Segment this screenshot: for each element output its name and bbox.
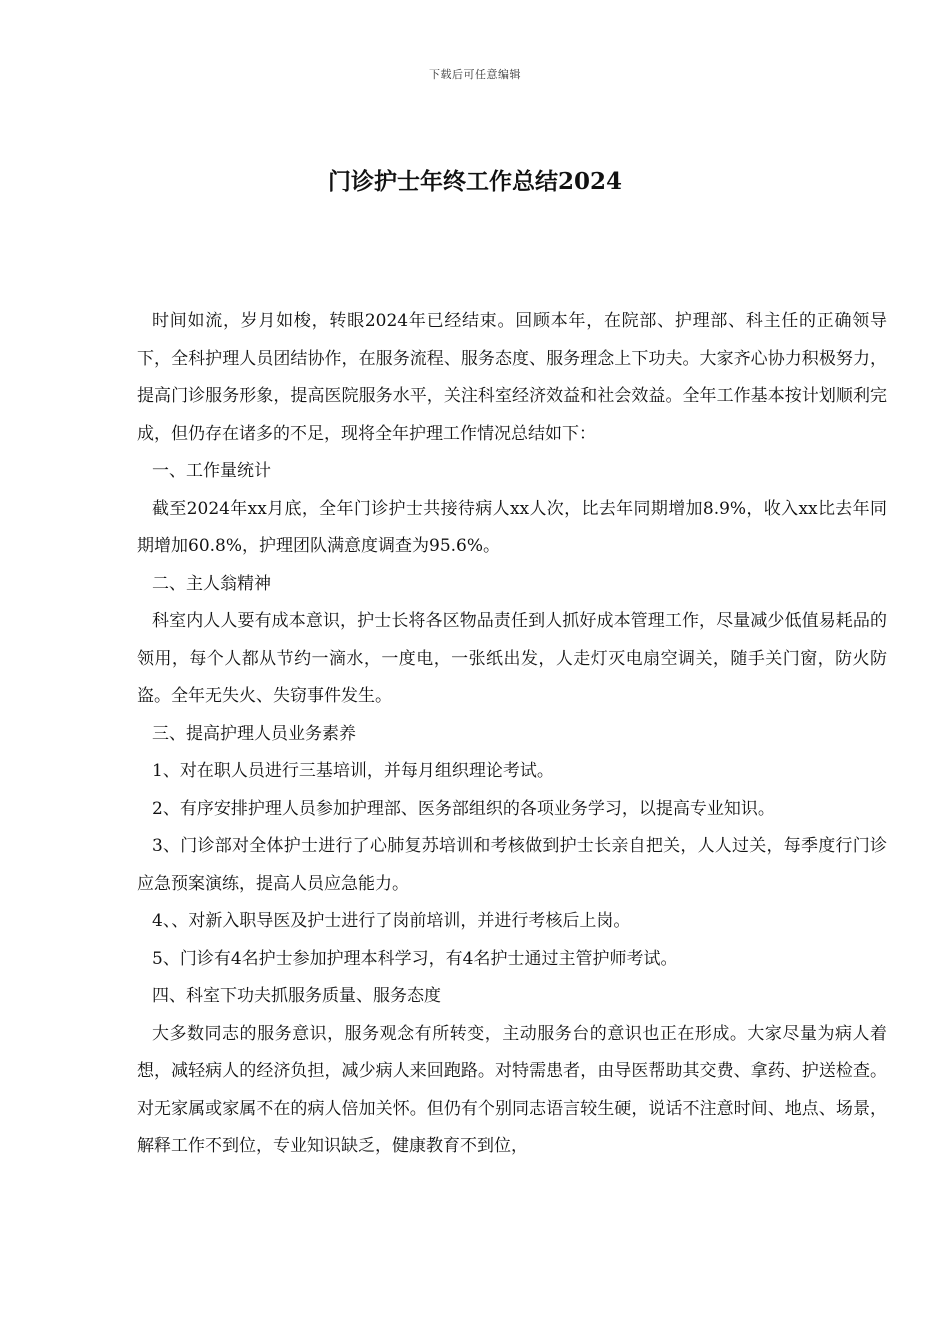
list-item-3: 3、门诊部对全体护士进行了心肺复苏培训和考核做到护士长亲自把关，人人过关，每季度行门诊应急预案演练，提高人员应急能力。 (137, 836, 887, 894)
section-heading-4: 四、科室下功夫抓服务质量、服务态度 (152, 986, 441, 1006)
section-heading-1: 一、工作量统计 (152, 461, 271, 481)
section-heading-2: 二、主人翁精神 (152, 573, 271, 594)
header-note: 下载后可任意编辑 (429, 68, 521, 81)
document-title: 门诊护士年终工作总结2024 (327, 168, 622, 195)
paragraph-intro: 时间如流，岁月如梭，转眼2024年已经结束。回顾本年，在院部、护理部、科主任的正确领导下，全科护理人员团结协作，在服务流程、服务态度、服务理念上下功夫。大家齐心协力积极努力，提高门诊服务形象，提高医院服务水平，关注科室经济效益和社会效益。全年工作基本按计划顺利完成，但仍存在诸多的不足，现将全年护理工作情况总结如下： (137, 311, 887, 444)
document-body (137, 303, 887, 1166)
paragraph-workload: 截至2024年xx月底，全年门诊护士共接待病人xx人次，比去年同期增加8.9%，收入xx比去年同期增加60.8%，护理团队满意度调查为95.6%。 (137, 498, 887, 556)
section-heading-3: 三、提高护理人员业务素养 (152, 723, 356, 744)
paragraph-ownership: 科室内人人要有成本意识，护士长将各区物品责任到人抓好成本管理工作，尽量减少低值易耗品的领用，每个人都从节约一滴水，一度电，一张纸出发，人走灯灭电扇空调关，随手关门窗，防火防盗。全年无失火、失窃事件发生。 (137, 611, 887, 706)
list-item-5: 5、门诊有4名护士参加护理本科学习，有4名护士通过主管护师考试。 (152, 948, 678, 969)
list-item-2: 2、有序安排护理人员参加护理部、医务部组织的各项业务学习，以提高专业知识。 (152, 798, 775, 819)
list-item-1: 1、对在职人员进行三基培训，并每月组织理论考试。 (152, 761, 554, 781)
list-item-4: 4、、对新入职导医及护士进行了岗前培训，并进行考核后上岗。 (152, 911, 631, 931)
paragraph-service: 大多数同志的服务意识，服务观念有所转变，主动服务台的意识也正在形成。大家尽量为病人着想，减轻病人的经济负担，减少病人来回跑路。对特需患者，由导医帮助其交费、拿药、护送检查。对无家属或家属不在的病人倍加关怀。但仍有个别同志语言较生硬，说话不注意时间、地点、场景，解释工作不到位，专业知识缺乏，健康教育不到位， (137, 1023, 887, 1156)
